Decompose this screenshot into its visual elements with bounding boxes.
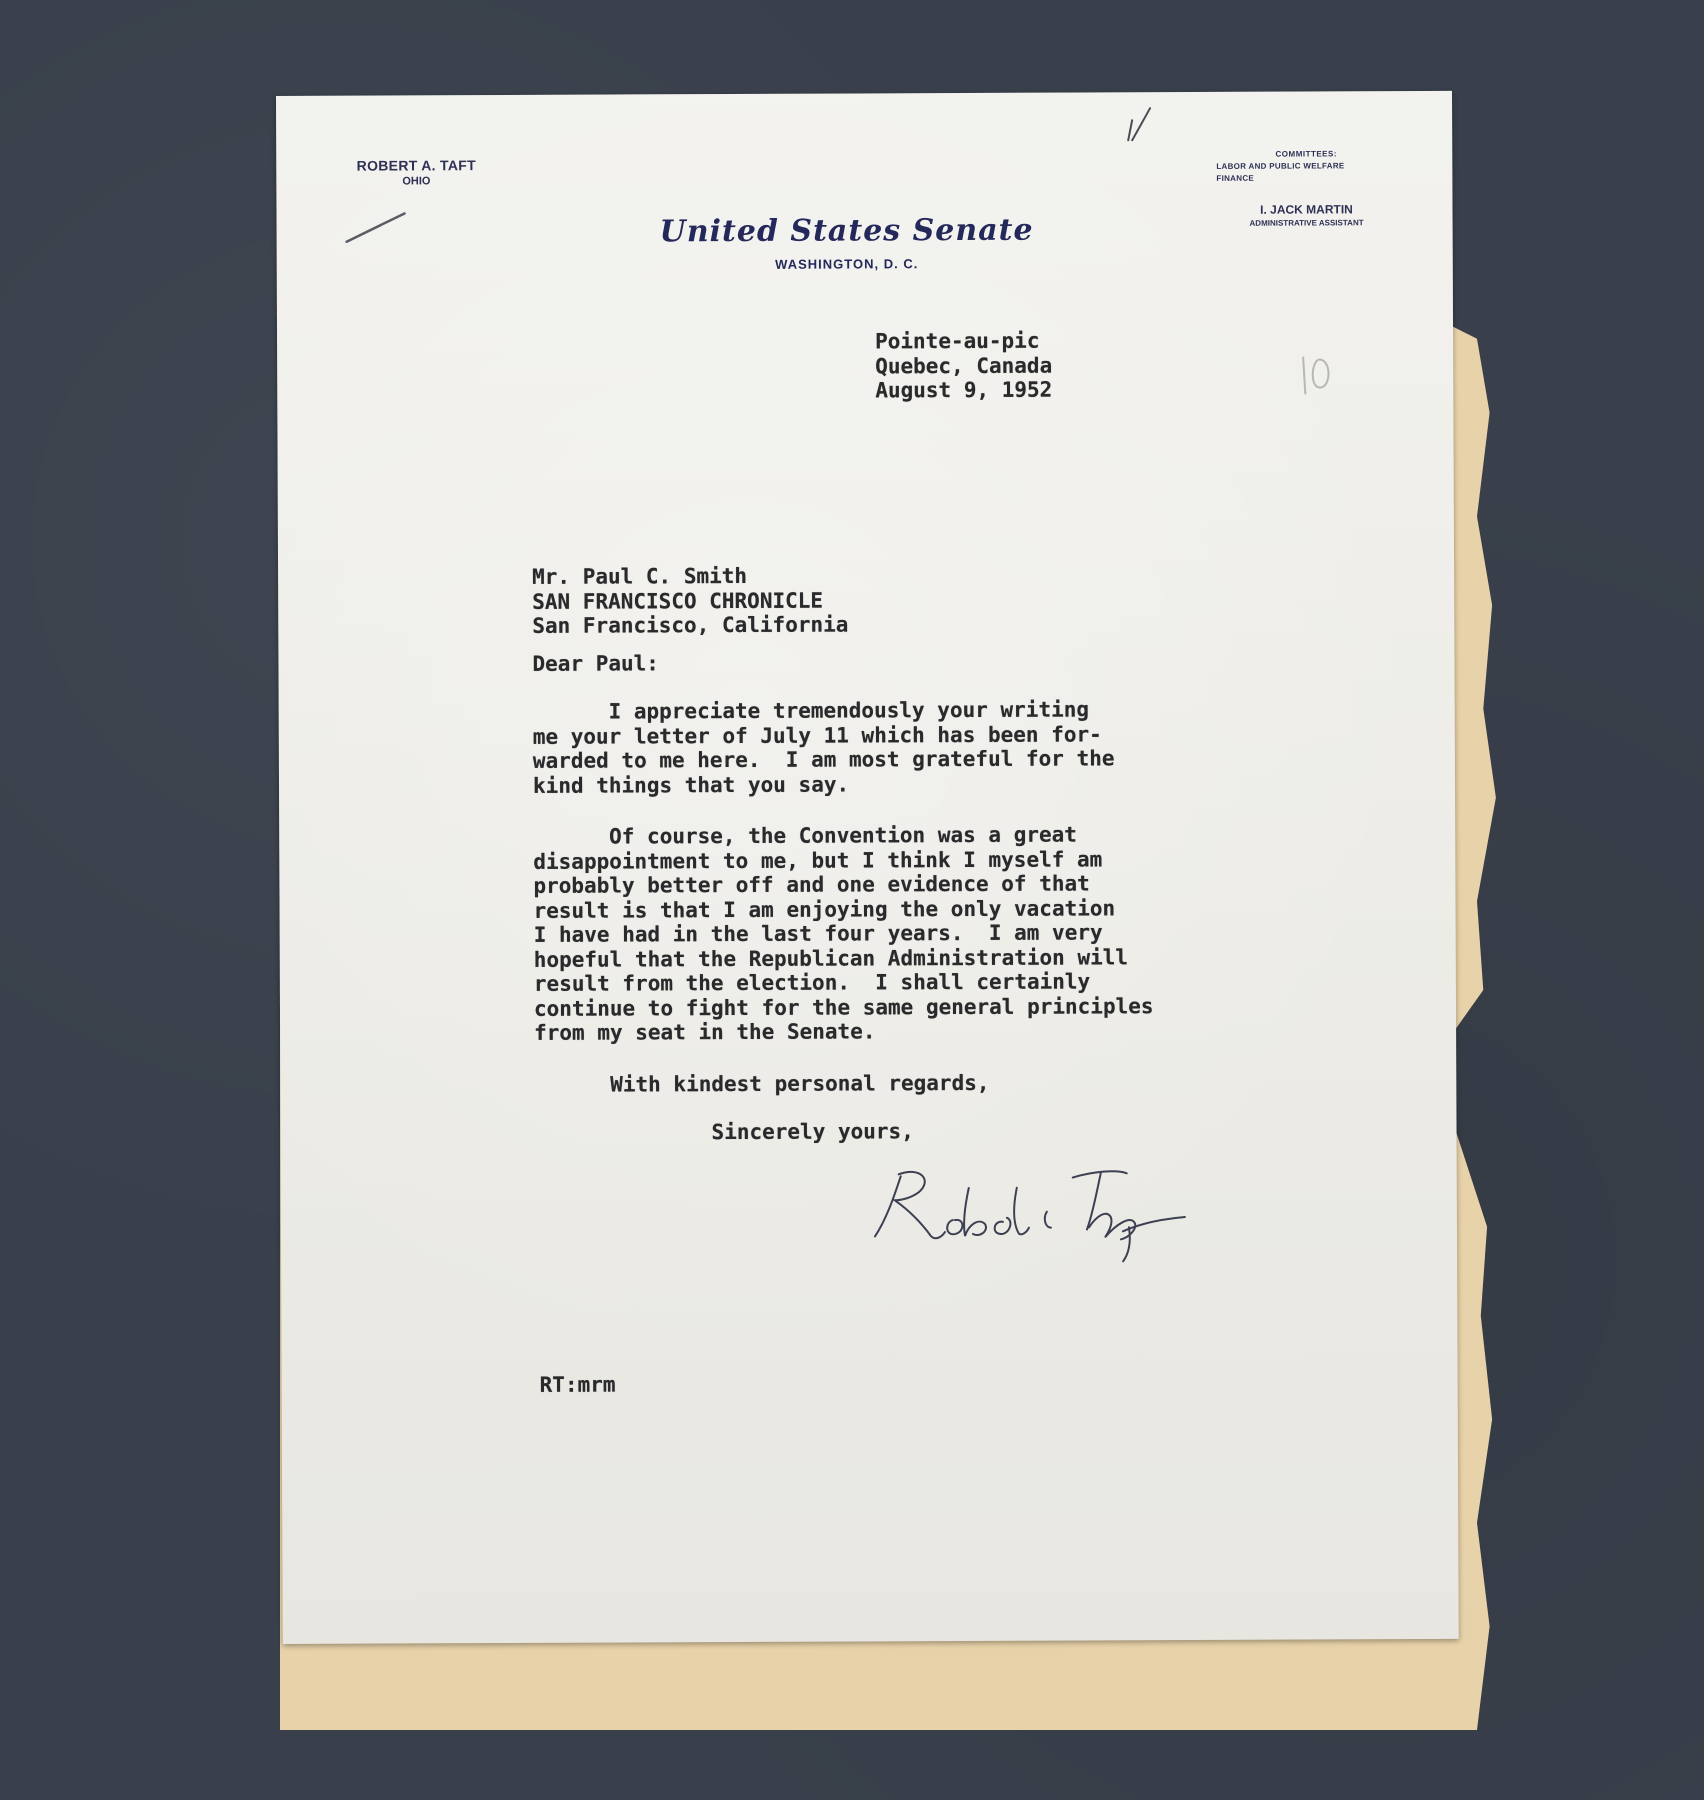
dateline-place-1: Pointe-au-pic (875, 328, 1040, 354)
handwritten-signature-icon (861, 1157, 1221, 1269)
letterhead-committees (1206, 149, 1406, 228)
institution-city: WASHINGTON, D. C. (775, 256, 919, 272)
institution-name: United States Senate (659, 212, 1034, 250)
body-line: warded to me here. I am most grateful for the (532, 746, 1115, 773)
body-line: disappointment to me, but I think I myself am (533, 846, 1103, 874)
recipient-name: Mr. Paul C. Smith (532, 563, 748, 589)
closing-line: With kindest personal regards, (534, 1070, 990, 1097)
committee-item: LABOR AND PUBLIC WELFARE (1216, 161, 1345, 171)
assistant-name: I. JACK MARTIN (1260, 202, 1353, 217)
letterhead-institution (637, 213, 1057, 273)
sender-state: OHIO (402, 175, 431, 188)
dateline-place-2: Quebec, Canada (875, 353, 1053, 378)
recipient-address (532, 564, 848, 639)
sign-off: Sincerely yours, (534, 1119, 914, 1145)
pencil-mark-left-icon (342, 207, 412, 247)
body-line: I have had in the last four years. I am very (533, 920, 1103, 947)
body-line: from my seat in the Senate. (534, 1019, 876, 1045)
body-line: Of course, the Convention was a great (533, 822, 1077, 849)
letterhead-sender (336, 157, 496, 188)
body-line: probably better off and one evidence of that (533, 871, 1090, 898)
committee-item: FINANCE (1216, 173, 1255, 183)
body-paragraph-2 (533, 822, 1153, 1045)
committees-heading: COMMITTEES: (1275, 149, 1338, 159)
assistant-title: ADMINISTRATIVE ASSISTANT (1249, 218, 1364, 228)
body-line: result from the election. I shall certainly (533, 969, 1091, 996)
recipient-city: San Francisco, California (532, 612, 849, 638)
pencil-mark-top-icon (1120, 102, 1170, 152)
body-line: I appreciate tremendously your writing (532, 697, 1090, 724)
body-line: me your letter of July 11 which has been for- (532, 721, 1102, 749)
sender-name: ROBERT A. TAFT (356, 157, 476, 174)
dateline-date: August 9, 1952 (875, 377, 1053, 403)
dateline (875, 329, 1052, 403)
body-line: kind things that you say. (532, 772, 850, 798)
body-paragraph-1 (533, 697, 1115, 798)
reference-initials: RT:mrm (539, 1372, 616, 1397)
body-line: result is that I am enjoying the only vacation (533, 895, 1116, 923)
body-line: hopeful that the Republican Administration will (533, 944, 1129, 972)
letter-sheet (276, 91, 1459, 1644)
recipient-organization: SAN FRANCISCO CHRONICLE (532, 588, 824, 614)
pencil-note-icon (1297, 349, 1367, 399)
salutation: Dear Paul: (532, 651, 659, 676)
body-line: continue to fight for the same general principles (533, 993, 1154, 1021)
